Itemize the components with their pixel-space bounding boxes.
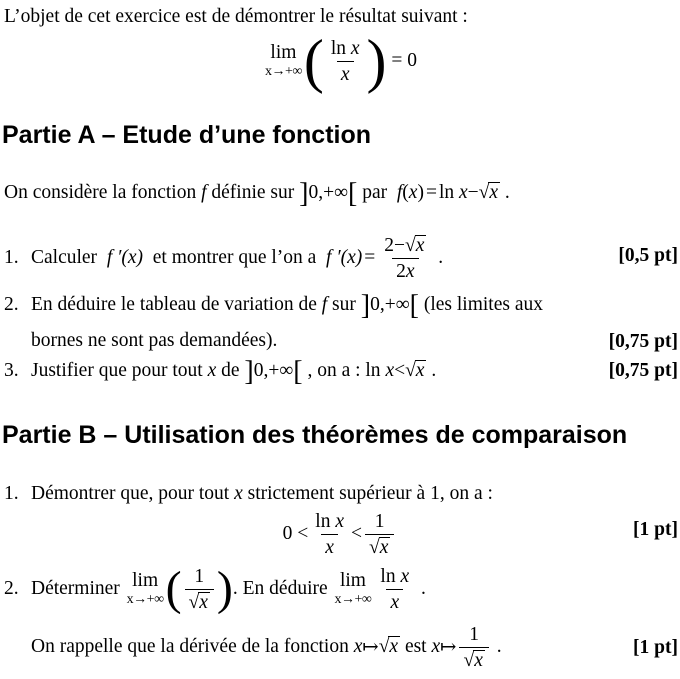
pa-ln: ln: [438, 182, 459, 203]
sqrt-x: [379, 636, 400, 658]
radicand: x: [415, 234, 425, 256]
radicand: x: [379, 536, 389, 558]
a3-x2: x: [385, 360, 395, 381]
note-end: .: [491, 636, 502, 657]
lim-subscript: x→+∞: [126, 591, 164, 607]
part-a-item-2: [4, 286, 543, 324]
pa-intro-t2: définie sur: [206, 182, 300, 203]
a3-t3: , on a : ln: [302, 360, 386, 381]
frac-num-var: x: [335, 510, 344, 532]
radical-sign: √: [463, 649, 475, 671]
frac-num-fn: ln: [330, 37, 351, 59]
part-a-item-3: [4, 352, 436, 390]
radicand: x: [199, 591, 208, 613]
pa-intro-t1: On considère la fonction: [4, 182, 202, 203]
frac-num-var: x: [400, 565, 410, 587]
part-a-intro: [4, 172, 510, 214]
pa-xvar: x: [408, 182, 418, 203]
b1-t2: strictement supérieur à 1, on a :: [242, 483, 493, 504]
interval-close-bracket: [: [293, 356, 303, 387]
item-number: 2.: [4, 294, 19, 315]
radical-sign: √: [368, 536, 380, 558]
note-x2: x: [431, 636, 441, 657]
interval-close-bracket: [: [409, 290, 419, 321]
intro-line: [4, 6, 468, 28]
lim-word: lim: [132, 570, 159, 592]
a2-t1: En déduire le tableau de variation de: [31, 294, 322, 315]
points-badge-b2: [1 pt]: [633, 637, 678, 658]
a1-t1: Calculer: [31, 247, 107, 268]
frac-den-var: x: [337, 61, 354, 86]
limit-operator: [127, 571, 164, 607]
part-b-heading: Partie B – Utilisation des théorèmes de comparaison: [2, 421, 628, 449]
pa-rparen: ): [417, 182, 424, 203]
sqrt-x: [463, 649, 484, 672]
pa-intro-end: .: [500, 182, 510, 203]
pa-intro-t3: par: [357, 182, 397, 203]
limit-operator: [335, 571, 372, 607]
part-a-item-2-line2: [31, 330, 277, 352]
lim-word: lim: [339, 570, 366, 592]
part-a-item-1: [4, 224, 443, 292]
item-number: 1.: [4, 483, 19, 504]
radical-sign: √: [478, 182, 490, 203]
radicand: x: [489, 182, 498, 203]
b1-t1: Démontrer que, pour tout: [31, 483, 235, 504]
frac-den-var: x: [321, 534, 338, 559]
points-badge-a1: [0,5 pt]: [618, 245, 678, 266]
a3-t1: Justifier que pour tout: [31, 360, 208, 381]
maps-to-arrow: ↦: [362, 637, 379, 658]
frac-num-one: 1: [194, 565, 205, 587]
a1-t2: et montrer que l’on a: [143, 247, 327, 268]
item-number: 3.: [4, 360, 19, 381]
fraction-fprime: [380, 234, 430, 283]
equals-zero: = 0: [386, 50, 418, 71]
points-badge-a3: [0,75 pt]: [608, 360, 678, 381]
radical-sign: √: [188, 591, 200, 613]
a3-t2: de: [216, 360, 245, 381]
intro-text: L’objet de cet exercice est de démontrer le résultat suivant :: [4, 6, 468, 27]
frac-den-var: x: [386, 589, 403, 614]
note-t1: On rappelle que la dérivée de la fonction: [31, 636, 354, 657]
a1-den-var: x: [405, 260, 415, 282]
pa-x2: x: [458, 182, 468, 203]
limit-operator: [265, 43, 302, 79]
interval-open-bracket: ]: [299, 178, 309, 209]
radicand: x: [389, 636, 399, 657]
part-b-note: [31, 618, 502, 676]
a1-fprime2: f ′(x): [326, 247, 363, 268]
fb1-lt: <: [350, 523, 362, 544]
sqrt-x: [405, 234, 426, 257]
fraction-lnx-over-x: [376, 565, 413, 614]
fraction-one-over-sqrtx: [365, 510, 394, 559]
interval-notation: [299, 178, 358, 209]
item-number: 1.: [4, 247, 19, 268]
frac-num-var: x: [350, 37, 360, 59]
fraction-one-over-sqrtx: [459, 623, 488, 672]
a3-end: .: [426, 360, 437, 381]
a1-num-pre: 2−: [384, 234, 405, 256]
a1-equals: =: [364, 247, 376, 268]
lim-subscript: x→+∞: [264, 63, 302, 79]
b2-t2: . En déduire: [232, 578, 333, 599]
b1-x: x: [234, 483, 243, 504]
lim-word: lim: [270, 42, 297, 64]
radicand: x: [474, 649, 483, 671]
sqrt-x: [479, 182, 500, 204]
a1-end: .: [433, 247, 444, 268]
a2-t2: sur: [327, 294, 361, 315]
a2-f: f: [321, 294, 328, 315]
interval-notation: [360, 290, 419, 321]
interval-open-bracket: ]: [244, 356, 254, 387]
note-t2: est: [400, 636, 432, 657]
fb1-pre: 0 <: [282, 523, 309, 544]
interval-body: 0,+∞: [370, 294, 410, 315]
a3-x: x: [207, 360, 217, 381]
note-x1: x: [353, 636, 363, 657]
interval-body: 0,+∞: [308, 182, 348, 203]
fraction-lnx-over-x: [311, 510, 348, 559]
a3-lt: <: [394, 360, 406, 381]
lim-subscript: x→+∞: [334, 591, 372, 607]
interval-open-bracket: ]: [360, 290, 371, 321]
maps-to-arrow: ↦: [440, 637, 457, 658]
points-badge-a2: [0,75 pt]: [608, 331, 678, 352]
a2-t3: (les limites aux: [418, 294, 543, 315]
sqrt-x: [369, 536, 390, 559]
inequality-formula-display: [0, 508, 680, 560]
pa-minus: −: [467, 182, 479, 203]
radical-sign: √: [405, 360, 416, 381]
fraction-one-over-sqrtx: [185, 565, 214, 614]
frac-num-one: 1: [469, 623, 480, 645]
a1-fprime: f ′(x): [106, 247, 144, 268]
pa-equals: =: [425, 182, 437, 203]
limit-formula-display: lim x→+∞ ( $\frac{\text{ln x}}{x}$ ) = 0: [264, 28, 418, 94]
frac-num-one: 1: [374, 510, 385, 532]
interval-notation: [244, 356, 303, 387]
frac-num-fn: ln: [315, 510, 336, 532]
points-badge-b1: [1 pt]: [633, 519, 678, 540]
radical-sign: √: [378, 636, 390, 657]
fraction-lnx-over-x: [327, 37, 364, 86]
pa-lparen: (: [402, 182, 409, 203]
b2-end: .: [416, 578, 426, 599]
pa-intro-f: f: [201, 182, 207, 203]
a2-line2: bornes ne sont pas demandées).: [31, 330, 278, 351]
frac-num-fn: ln: [380, 565, 401, 587]
interval-body: 0,+∞: [253, 360, 294, 381]
part-a-heading: Partie A – Etude d’une fonction: [2, 121, 372, 149]
part-b-item-2: 2. Déterminer lim x→+∞ ( $\frac{1}{√x}$ ) . En déduire lim x→+∞ $\frac{\text{ln x}}{x}$ .: [4, 562, 426, 615]
sqrt-x: [189, 591, 210, 614]
b2-t1: Déterminer: [31, 578, 125, 599]
sqrt-x: [405, 360, 426, 382]
radical-sign: √: [405, 234, 416, 256]
radicand: x: [415, 360, 425, 381]
pa-intro-f2: f: [396, 182, 403, 203]
a1-den-coef: 2: [396, 260, 406, 282]
part-b-item-1: [4, 480, 493, 508]
interval-close-bracket: [: [348, 178, 358, 209]
item-number: 2.: [4, 578, 19, 599]
